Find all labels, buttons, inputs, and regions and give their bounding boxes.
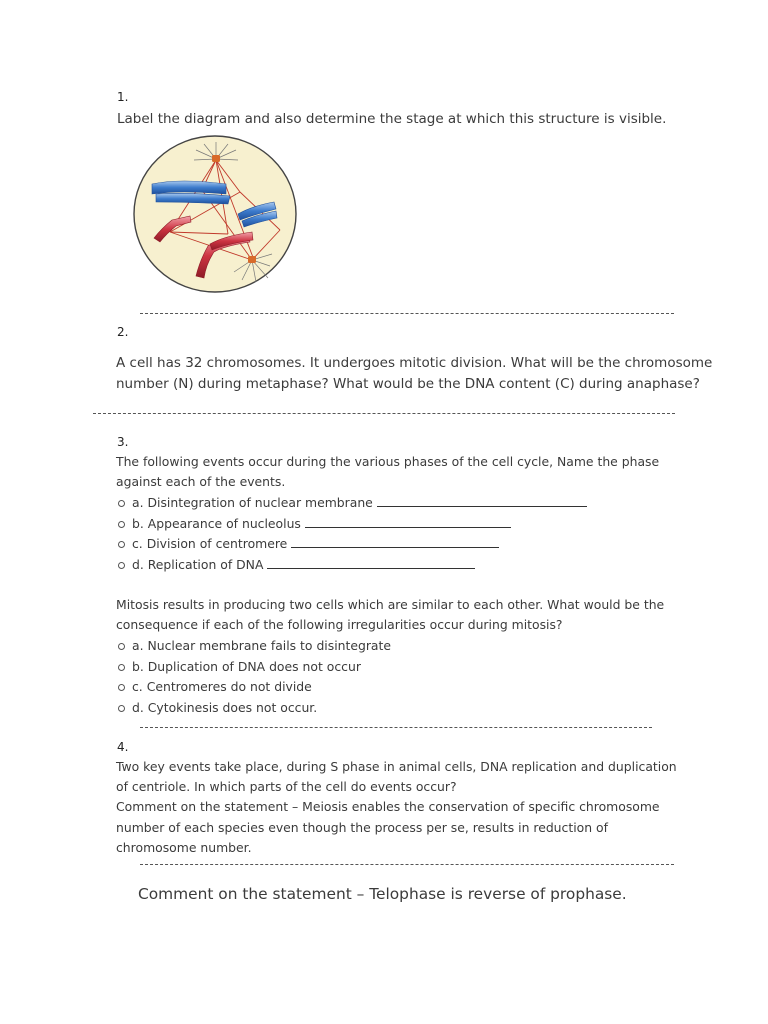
list-item: b. Appearance of nucleolus <box>116 514 587 535</box>
question-2-line-2: number (N) during metaphase? What would be the DNA content (C) during anaphase? <box>116 376 700 392</box>
question-4-line-3: Comment on the statement – Meiosis enables the conservation of specific chromosome <box>116 799 660 814</box>
list-item: c. Division of centromere <box>116 534 587 555</box>
metaphase-cell-diagram <box>130 132 302 296</box>
telophase-statement: Comment on the statement – Telophase is reverse of prophase. <box>138 885 627 903</box>
question-4-line-5: chromosome number. <box>116 840 252 855</box>
mitosis-question-line-1: Mitosis results in producing two cells which are similar to each other. What would be the <box>116 597 665 612</box>
phase-events-list <box>116 493 587 575</box>
bullet-icon <box>118 684 125 691</box>
bullet-icon <box>118 562 125 569</box>
bullet-icon <box>118 705 125 712</box>
bullet-icon <box>118 521 125 528</box>
question-3-intro-line-1: The following events occur during the various phases of the cell cycle, Name the phase <box>116 454 660 469</box>
question-number-4: 4. <box>117 740 129 754</box>
bullet-icon <box>118 541 125 548</box>
mitosis-question-line-2: consequence if each of the following irregularities occur during mitosis? <box>116 617 563 632</box>
question-2-line-1: A cell has 32 chromosomes. It undergoes mitotic division. What will be the chromosome <box>116 355 713 371</box>
list-item: d. Replication of DNA <box>116 555 587 576</box>
question-number-2: 2. <box>117 325 129 339</box>
answer-blank <box>377 494 587 507</box>
question-4-line-2: of centriole. In which parts of the cell do events occur? <box>116 779 457 794</box>
irregularities-list <box>116 636 391 718</box>
top-centriole <box>212 155 220 162</box>
divider <box>140 864 674 865</box>
answer-blank <box>291 535 499 548</box>
answer-blank <box>267 556 475 569</box>
question-3-intro-line-2: against each of the events. <box>116 474 286 489</box>
question-number-3: 3. <box>117 435 129 449</box>
list-item: b. Duplication of DNA does not occur <box>116 657 391 678</box>
list-item: d. Cytokinesis does not occur. <box>116 698 391 719</box>
bullet-icon <box>118 643 125 650</box>
list-item: c. Centromeres do not divide <box>116 677 391 698</box>
list-item: a. Disintegration of nuclear membrane <box>116 493 587 514</box>
question-4-line-1: Two key events take place, during S phase in animal cells, DNA replication and duplication <box>116 759 677 774</box>
answer-blank <box>305 515 511 528</box>
question-4-line-4: number of each species even though the process per se, results in reduction of <box>116 820 608 835</box>
question-number-1: 1. <box>117 90 129 104</box>
question-1-text: Label the diagram and also determine the stage at which this structure is visible. <box>117 111 667 127</box>
bullet-icon <box>118 664 125 671</box>
list-item: a. Nuclear membrane fails to disintegrate <box>116 636 391 657</box>
divider <box>140 313 674 314</box>
divider <box>93 413 675 414</box>
bullet-icon <box>118 500 125 507</box>
divider <box>140 727 652 728</box>
bottom-centriole <box>248 256 256 263</box>
